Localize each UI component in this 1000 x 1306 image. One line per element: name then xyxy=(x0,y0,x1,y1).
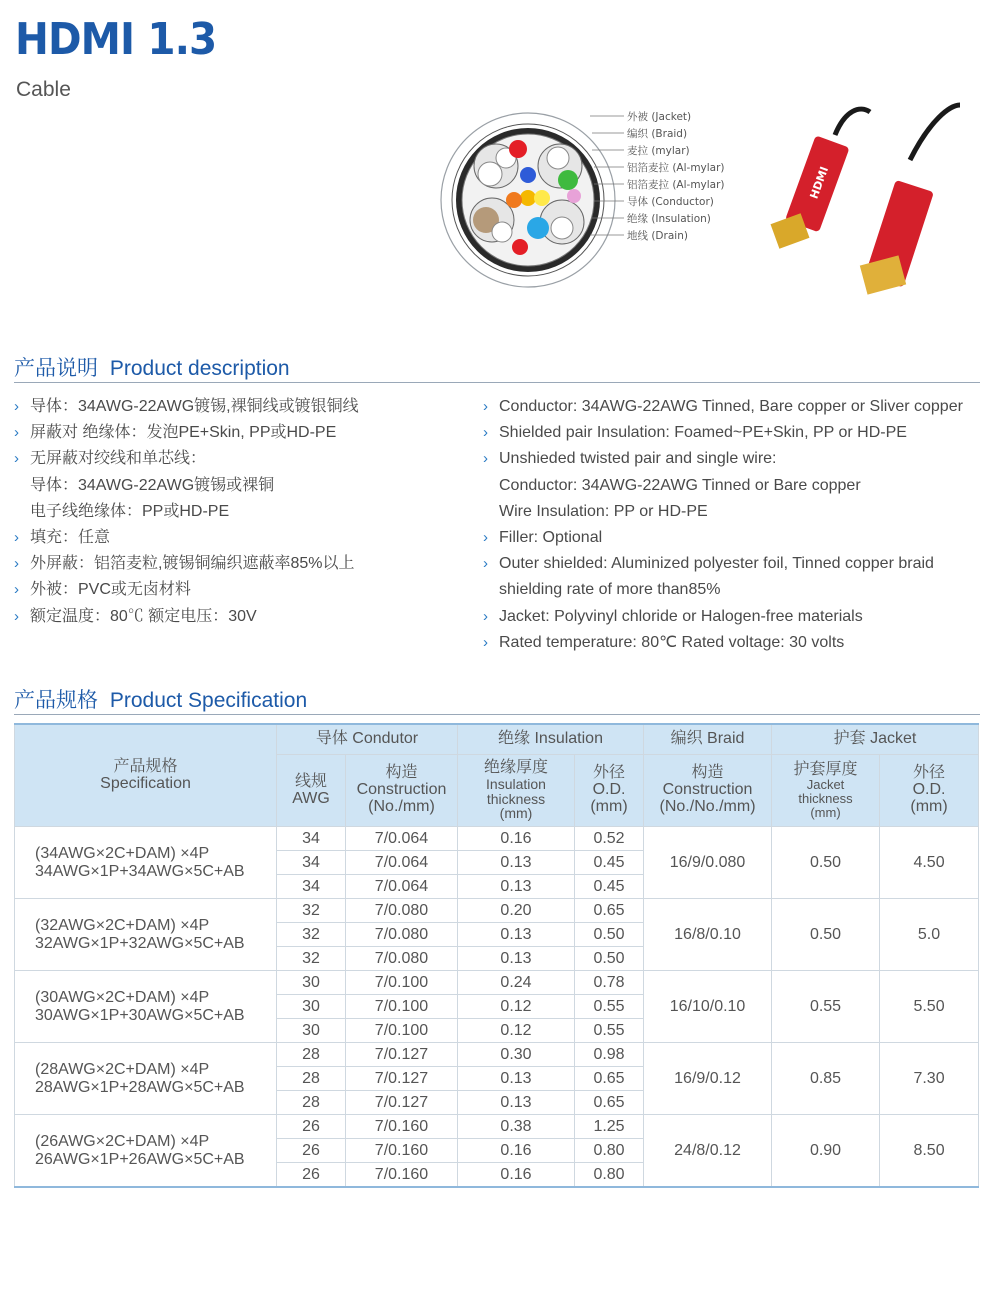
cell-specification: (26AWG×2C+DAM) ×4P 26AWG×1P+26AWG×5C+AB xyxy=(15,1115,277,1188)
cell-awg: 34 xyxy=(277,827,346,851)
cell-od: 0.45 xyxy=(575,875,644,899)
cell-awg: 28 xyxy=(277,1043,346,1067)
header-conductor: 导体 Condutor xyxy=(277,724,458,755)
cell-ins-thickness: 0.16 xyxy=(458,827,575,851)
cell-od: 1.25 xyxy=(575,1115,644,1139)
header-awg: 线规 AWG xyxy=(277,755,346,827)
cell-awg: 28 xyxy=(277,1091,346,1115)
cell-awg: 26 xyxy=(277,1139,346,1163)
cell-ins-thickness: 0.38 xyxy=(458,1115,575,1139)
cell-awg: 32 xyxy=(277,947,346,971)
header-insulation-od: 外径 O.D. (mm) xyxy=(575,755,644,827)
description-cn-list xyxy=(14,394,359,630)
cell-jacket-thickness: 0.50 xyxy=(772,827,880,899)
cell-od: 0.55 xyxy=(575,995,644,1019)
cell-construction: 7/0.127 xyxy=(346,1091,458,1115)
cell-construction: 7/0.100 xyxy=(346,995,458,1019)
description-heading-cn: 产品说明 xyxy=(14,357,98,380)
desc-cn-line: › 额定温度：80℃ 额定电压：30V xyxy=(14,604,359,630)
chevron-right-icon: › xyxy=(483,398,488,415)
cell-od: 0.80 xyxy=(575,1163,644,1188)
desc-en-line: Conductor: 34AWG-22AWG Tinned or Bare copper xyxy=(499,476,861,494)
cell-od: 0.80 xyxy=(575,1139,644,1163)
cell-specification: (32AWG×2C+DAM) ×4P 32AWG×1P+32AWG×5C+AB xyxy=(15,899,277,971)
header-jacket-od: 外径 O.D. (mm) xyxy=(880,755,979,827)
chevron-right-icon: › xyxy=(14,528,19,546)
desc-cn-line: › 屏蔽对 绝缘体：发泡PE+Skin, PP或HD-PE xyxy=(14,420,359,446)
cell-awg: 34 xyxy=(277,851,346,875)
cell-construction: 7/0.100 xyxy=(346,1019,458,1043)
cell-awg: 32 xyxy=(277,923,346,947)
cell-awg: 32 xyxy=(277,899,346,923)
chevron-right-icon: › xyxy=(14,450,19,468)
desc-en-line: shielding rate of more than85% xyxy=(499,581,721,599)
cell-construction: 7/0.080 xyxy=(346,923,458,947)
specification-divider xyxy=(14,714,980,715)
header-braid: 编织 Braid xyxy=(644,724,772,755)
chevron-right-icon: › xyxy=(483,607,488,625)
desc-cn-line: 导体：34AWG-22AWG镀锡或裸铜 xyxy=(30,476,275,494)
cell-od: 0.52 xyxy=(575,827,644,851)
cell-braid: 16/9/0.080 xyxy=(644,827,772,899)
header-specification: 产品规格 Specification xyxy=(15,724,277,827)
label-jacket: 外被 (Jacket) xyxy=(627,111,692,123)
desc-en-line: › Outer shielded: Aluminized polyester foil, Tinned copper braid xyxy=(483,551,963,577)
cell-ins-thickness: 0.24 xyxy=(458,971,575,995)
cell-ins-thickness: 0.13 xyxy=(458,1091,575,1115)
label-insulation: 绝缘 (Insulation) xyxy=(627,213,711,225)
cell-od: 0.78 xyxy=(575,971,644,995)
cell-od: 0.65 xyxy=(575,899,644,923)
desc-cn-line: › 外被：PVC或无卤材料 xyxy=(14,577,359,603)
chevron-right-icon: › xyxy=(483,633,488,651)
cell-ins-thickness: 0.20 xyxy=(458,899,575,923)
table-row xyxy=(15,1043,979,1067)
chevron-right-icon: › xyxy=(483,424,488,442)
cell-jacket-thickness: 0.85 xyxy=(772,1043,880,1115)
cell-specification: (28AWG×2C+DAM) ×4P 28AWG×1P+28AWG×5C+AB xyxy=(15,1043,277,1115)
cell-ins-thickness: 0.13 xyxy=(458,851,575,875)
description-divider xyxy=(14,382,980,383)
desc-en-line: › Conductor: 34AWG-22AWG Tinned, Bare copper or Sliver copper xyxy=(483,394,963,420)
desc-cn-line: › 无屏蔽对绞线和单芯线： xyxy=(14,446,359,472)
cell-construction: 7/0.080 xyxy=(346,947,458,971)
desc-en-line: › Rated temperature: 80℃ Rated voltage: 30 volts xyxy=(483,630,963,656)
header-construction: 构造 Construction (No./mm) xyxy=(346,755,458,827)
chevron-right-icon: › xyxy=(14,581,19,599)
specification-heading-cn: 产品规格 xyxy=(14,689,98,712)
chevron-right-icon: › xyxy=(483,528,488,546)
cell-ins-thickness: 0.13 xyxy=(458,923,575,947)
cell-construction: 7/0.064 xyxy=(346,827,458,851)
cell-construction: 7/0.160 xyxy=(346,1115,458,1139)
cell-jacket-od: 5.50 xyxy=(880,971,979,1043)
table-row xyxy=(15,1115,979,1139)
cell-braid: 16/10/0.10 xyxy=(644,971,772,1043)
cell-ins-thickness: 0.16 xyxy=(458,1139,575,1163)
cell-od: 0.55 xyxy=(575,1019,644,1043)
cell-awg: 28 xyxy=(277,1067,346,1091)
cell-ins-thickness: 0.12 xyxy=(458,995,575,1019)
chevron-right-icon: › xyxy=(483,555,488,573)
table-row xyxy=(15,827,979,851)
label-al-mylar-1: 铝箔麦拉 (Al-mylar) xyxy=(627,162,725,174)
cell-construction: 7/0.080 xyxy=(346,899,458,923)
cell-od: 0.98 xyxy=(575,1043,644,1067)
page-subtitle: Cable xyxy=(16,78,71,101)
cell-braid: 24/8/0.12 xyxy=(644,1115,772,1188)
desc-cn-line: 电子线绝缘体：PP或HD-PE xyxy=(30,502,230,520)
cell-construction: 7/0.160 xyxy=(346,1163,458,1188)
desc-cn-line: › 填充：任意 xyxy=(14,525,359,551)
cell-ins-thickness: 0.30 xyxy=(458,1043,575,1067)
desc-en-line: › Filler: Optional xyxy=(483,525,963,551)
specification-heading xyxy=(14,684,307,714)
chevron-right-icon: › xyxy=(14,555,19,573)
label-conductor: 导体 (Conductor) xyxy=(627,196,714,208)
table-row xyxy=(15,971,979,995)
cell-awg: 30 xyxy=(277,995,346,1019)
cell-jacket-od: 4.50 xyxy=(880,827,979,899)
label-al-mylar-2: 铝箔麦拉 (Al-mylar) xyxy=(627,179,725,191)
cell-awg: 26 xyxy=(277,1115,346,1139)
cell-od: 0.65 xyxy=(575,1067,644,1091)
cell-awg: 34 xyxy=(277,875,346,899)
desc-cn-line: › 外屏蔽：铝箔麦粒,镀锡铜编织遮蔽率85%以上 xyxy=(14,551,359,577)
cell-ins-thickness: 0.12 xyxy=(458,1019,575,1043)
desc-cn-line: › 导体：34AWG-22AWG镀锡,裸铜线或镀银铜线 xyxy=(14,394,359,420)
cell-construction: 7/0.064 xyxy=(346,875,458,899)
cell-ins-thickness: 0.13 xyxy=(458,947,575,971)
cell-jacket-od: 7.30 xyxy=(880,1043,979,1115)
header-insulation: 绝缘 Insulation xyxy=(458,724,644,755)
desc-en-line: › Unshieded twisted pair and single wire: xyxy=(483,446,963,472)
label-drain: 地线 (Drain) xyxy=(627,230,688,242)
cell-jacket-thickness: 0.90 xyxy=(772,1115,880,1188)
chevron-right-icon: › xyxy=(14,398,19,415)
cell-awg: 30 xyxy=(277,971,346,995)
cell-braid: 16/8/0.10 xyxy=(644,899,772,971)
specification-table-body xyxy=(15,827,979,1188)
specification-table xyxy=(14,723,979,1188)
cable-cross-section xyxy=(441,113,615,287)
cell-jacket-od: 8.50 xyxy=(880,1115,979,1188)
cell-ins-thickness: 0.13 xyxy=(458,1067,575,1091)
page-title: HDMI 1.3 xyxy=(15,14,217,65)
chevron-right-icon: › xyxy=(14,607,19,625)
cell-od: 0.45 xyxy=(575,851,644,875)
description-heading-en: Product description xyxy=(109,357,290,380)
cell-od: 0.50 xyxy=(575,947,644,971)
cell-od: 0.65 xyxy=(575,1091,644,1115)
chevron-right-icon: › xyxy=(483,450,488,468)
cell-braid: 16/9/0.12 xyxy=(644,1043,772,1115)
cell-jacket-thickness: 0.55 xyxy=(772,971,880,1043)
cell-jacket-od: 5.0 xyxy=(880,899,979,971)
cell-construction: 7/0.160 xyxy=(346,1139,458,1163)
cell-construction: 7/0.127 xyxy=(346,1043,458,1067)
header-braid-construction: 构造 Construction (No./No./mm) xyxy=(644,755,772,827)
header-jacket: 护套 Jacket xyxy=(772,724,979,755)
cell-od: 0.50 xyxy=(575,923,644,947)
cable-diagram xyxy=(440,100,1000,310)
cell-jacket-thickness: 0.50 xyxy=(772,899,880,971)
header-insulation-thickness: 绝缘厚度 Insulation thickness (mm) xyxy=(458,755,575,827)
cell-ins-thickness: 0.13 xyxy=(458,875,575,899)
cell-specification: (30AWG×2C+DAM) ×4P 30AWG×1P+30AWG×5C+AB xyxy=(15,971,277,1043)
cell-construction: 7/0.127 xyxy=(346,1067,458,1091)
cell-awg: 30 xyxy=(277,1019,346,1043)
cell-construction: 7/0.064 xyxy=(346,851,458,875)
cell-ins-thickness: 0.16 xyxy=(458,1163,575,1188)
label-mylar: 麦拉 (mylar) xyxy=(627,145,690,157)
desc-en-line: › Shielded pair Insulation: Foamed~PE+Skin, PP or HD-PE xyxy=(483,420,963,446)
connector-hdmi-text: HDMI xyxy=(807,164,832,201)
header-jacket-thickness: 护套厚度 Jacket thickness (mm) xyxy=(772,755,880,827)
desc-en-line: › Jacket: Polyvinyl chloride or Halogen-free materials xyxy=(483,604,963,630)
cell-awg: 26 xyxy=(277,1163,346,1188)
description-en-list xyxy=(483,394,963,656)
label-braid: 编织 (Braid) xyxy=(627,128,688,140)
chevron-right-icon: › xyxy=(14,424,19,442)
table-row xyxy=(15,899,979,923)
desc-en-line: Wire Insulation: PP or HD-PE xyxy=(499,502,708,520)
cell-construction: 7/0.100 xyxy=(346,971,458,995)
cell-specification: (34AWG×2C+DAM) ×4P 34AWG×1P+34AWG×5C+AB xyxy=(15,827,277,899)
description-heading xyxy=(14,352,290,382)
hdmi-connector-image xyxy=(771,105,960,295)
specification-heading-en: Product Specification xyxy=(109,689,308,712)
